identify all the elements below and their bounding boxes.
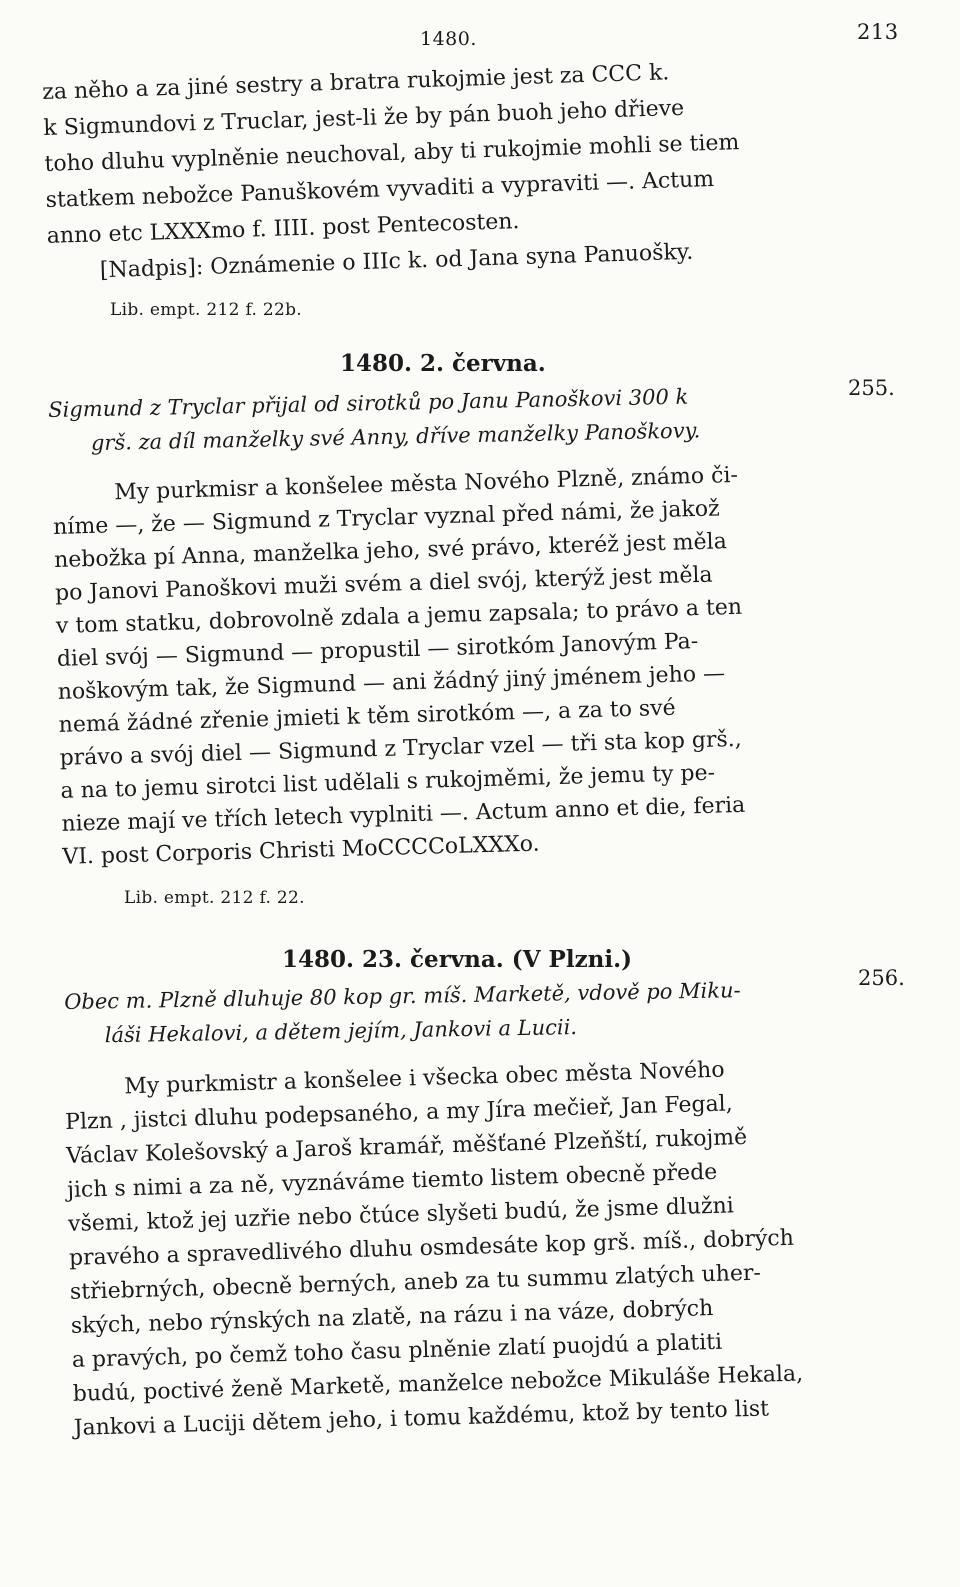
text-line: jich s nimi a za ně, vyznáváme tiemto listem obecně přede [66, 1159, 718, 1203]
text-line: v tom statku, dobrovolně zdala a jemu zapsala; to právo a ten [55, 594, 743, 639]
text-line: My purkmistr a konšelee i všecka obec města Nového [123, 1057, 725, 1100]
text-line: všemi, ktož jej uzřie nebo čtúce slyšeti budú, že jsme dlužni [67, 1193, 735, 1237]
text-line: noškovým tak, že Sigmund — ani žádný jiný jménem jeho — [57, 661, 726, 705]
heading-note-line: [Nadpis]: Oznámenie o IIIc k. od Jana syna Panuošky. [99, 239, 694, 284]
text-line: Václav Kolešovský a Jaroš kramář, měšťané Plzeňští, rukojmě [65, 1124, 748, 1169]
text-line: a na to jemu sirotci list udělali s rukojměmi, že jemu ty pe- [60, 760, 716, 804]
text-line: toho dluhu vyplněnie neuchoval, aby ti rukojmie mohli se tiem [44, 130, 740, 177]
text-line: a pravých, po čemž toho času plněnie zlatí puojdú a platiti [71, 1329, 723, 1373]
page-number: 213 [857, 20, 899, 44]
text-line: právo a svój diel — Sigmund z Tryclar vzel — tři sta kop grš., [59, 726, 743, 771]
text-line: nieze mají ve třích letech vyplniti —. Actum anno et die, feria [61, 792, 746, 837]
previous-document-text [42, 57, 848, 292]
text-line: statkem nebožce Panuškovém vyvaditi a vypraviti —. Actum [45, 166, 715, 213]
text-line: VI. post Corporis Christi MoCCCCoLXXXo. [62, 831, 540, 870]
entry-regest [64, 976, 845, 1060]
regest-line: grš. za díl manželky své Anny, dříve manželky Panoškovy. [90, 418, 701, 456]
text-line: pravého a spravedlivého dluhu osmdesáte kop grš. míš., dobrých [68, 1225, 795, 1271]
text-line: níme —, že — Sigmund z Tryclar vyznal před námi, že jakož [52, 496, 720, 540]
entry-body-text [64, 1056, 874, 1441]
entry-date: 1480. 2. června. [340, 350, 546, 377]
text-line: střiebrných, obecně berných, aneb za tu summu zlatých uher- [69, 1260, 762, 1305]
entry-number: 255. [848, 376, 895, 400]
source-citation: Lib. empt. 212 f. 22. [124, 888, 305, 908]
source-citation: Lib. empt. 212 f. 22b. [110, 300, 302, 320]
regest-line: Sigmund z Tryclar přijal od sirotků po Janu Panoškovi 300 k [48, 384, 689, 422]
text-line: diel svój — Sigmund — propustil — sirotkóm Janovým Pa- [56, 629, 699, 672]
text-line: nemá žádné zřenie jmieti k těm sirotkóm —, a za to své [58, 695, 676, 738]
regest-line: láši Hekalovi, a dětem jejím, Jankovi a Lucii. [104, 1015, 578, 1048]
text-line: anno etc LXXXmo f. IIII. post Pentecosten. [46, 209, 520, 249]
entry-number: 256. [858, 966, 905, 990]
regest-line: Obec m. Plzně dluhuje 80 kop gr. míš. Marketě, vdově po Miku- [64, 978, 741, 1014]
entry-body-text [52, 462, 862, 870]
text-line: za něho a za jiné sestry a bratra rukojmie jest za CCC k. [41, 60, 670, 105]
running-title: 1480. [420, 28, 477, 50]
text-line: nebožka pí Anna, manželka jeho, své právo, kteréž jest měla [53, 529, 728, 573]
text-line: My purkmisr a konšelee města Nového Plzně, známo či- [113, 462, 739, 506]
text-line: ských, nebo rýnských na zlatě, na rázu i na váze, dobrých [70, 1295, 714, 1339]
entry-date: 1480. 23. června. (V Plzni.) [282, 946, 632, 973]
entry-regest [48, 382, 829, 468]
text-line: budú, poctivé ženě Marketě, manželce nebožce Mikuláše Hekala, [72, 1361, 804, 1407]
text-line: k Sigmundovi z Truclar, jest-li že by pán buoh jeho dřieve [43, 95, 685, 141]
text-line: Jankovi a Luciji dětem jeho, i tomu každému, ktož by tento list [73, 1396, 770, 1441]
text-line: Plzn , jistci dluhu podepsaného, a my Jíra mečieř, Jan Fegal, [64, 1091, 734, 1135]
text-line: po Janovi Panoškovi muži svém a diel svój, kterýž jest měla [54, 562, 713, 606]
